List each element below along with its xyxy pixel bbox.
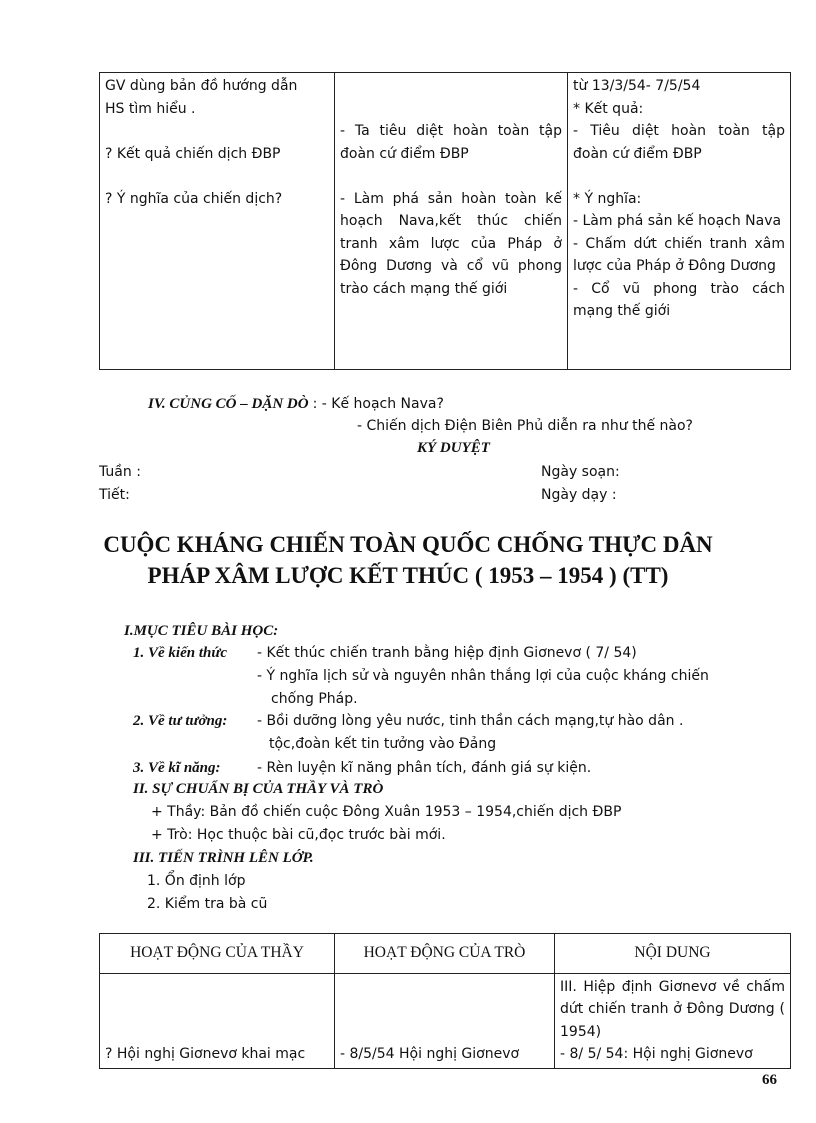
activity-table-2 xyxy=(99,933,791,1069)
process-step-1: 1. Ổn định lớp xyxy=(147,873,246,889)
attitude-label: 2. Về tư tưởng: xyxy=(133,713,228,729)
lesson-title-line-1: CUỘC KHÁNG CHIẾN TOÀN QUỐC CHỐNG THỰC DÂN xyxy=(103,532,713,557)
knowledge-label: 1. Về kiến thức xyxy=(133,645,227,661)
student-preparation: + Trò: Học thuộc bài cũ,đọc trước bài mới. xyxy=(151,827,446,843)
knowledge-item-1: - Kết thúc chiến tranh bằng hiệp định Giơnevơ ( 7/ 54) xyxy=(257,645,637,661)
student-activity-cell: - 8/5/54 Hội nghị Giơnevơ xyxy=(335,973,555,1068)
review-question-1: : - Kế hoạch Nava? xyxy=(312,396,444,412)
lesson-title-line-2: PHÁP XÂM LƯỢC KẾT THÚC ( 1953 – 1954 ) (TT) xyxy=(147,563,669,588)
period-label: Tiết: xyxy=(99,487,130,503)
attitude-item-1: - Bồi dưỡng lòng yêu nước, tinh thần cách mạng,tự hào dân . xyxy=(257,713,684,729)
header-teacher-activity: HOẠT ĐỘNG CỦA THẦY xyxy=(100,934,335,974)
teacher-activity-cell: ? Hội nghị Giơnevơ khai mạc xyxy=(100,973,335,1068)
teacher-preparation: + Thầy: Bản đồ chiến cuộc Đông Xuân 1953 – 1954,chiến dịch ĐBP xyxy=(151,804,622,820)
week-label: Tuần : xyxy=(99,464,141,480)
review-line-1 xyxy=(148,395,444,413)
activity-table-1 xyxy=(99,72,791,370)
prepared-date-label: Ngày soạn: xyxy=(541,464,620,480)
skill-label: 3. Về kĩ năng: xyxy=(133,760,221,776)
preparation-heading: II. SỰ CHUẨN BỊ CỦA THẦY VÀ TRÒ xyxy=(133,781,384,797)
process-step-2: 2. Kiểm tra bà cũ xyxy=(147,896,268,912)
skill-item-1: - Rèn luyện kĩ năng phân tích, đánh giá sự kiện. xyxy=(257,760,592,776)
attitude-item-1-cont: tộc,đoàn kết tin tưởng vào Đảng xyxy=(269,736,497,752)
content-cell: III. Hiệp định Giơnevơ về chấm dứt chiến tranh ở Đông Dương ( 1954) - 8/ 5/ 54: Hội nghị Giơnevơ xyxy=(555,973,791,1068)
approval-title: KÝ DUYỆT xyxy=(417,440,490,456)
student-activity-cell: - Ta tiêu diệt hoàn toàn tập đoàn cứ điểm ĐBP - Làm phá sản hoàn toàn kế hoạch Nava,kết thúc chiến tranh xâm lược của Pháp ở Đông Dương và cổ vũ phong trào cách mạng thế giới xyxy=(335,73,568,370)
header-student-activity: HOẠT ĐỘNG CỦA TRÒ xyxy=(335,934,555,974)
objectives-heading: I.MỤC TIÊU BÀI HỌC: xyxy=(124,623,279,639)
knowledge-item-2-cont: chống Pháp. xyxy=(271,691,358,707)
review-heading: IV. CỦNG CỐ – DẶN DÒ xyxy=(148,396,309,412)
page-number: 66 xyxy=(762,1072,777,1088)
process-heading: III. TIẾN TRÌNH LÊN LỚP. xyxy=(133,850,314,866)
taught-date-label: Ngày dạy : xyxy=(541,487,617,503)
knowledge-item-2: - Ý nghĩa lịch sử và nguyên nhân thắng lợi của cuộc kháng chiến xyxy=(257,668,709,684)
teacher-activity-cell: GV dùng bản đồ hướng dẫn HS tìm hiểu . ? Kết quả chiến dịch ĐBP ? Ý nghĩa của chiến dịch? xyxy=(100,73,335,370)
header-content: NỘI DUNG xyxy=(555,934,791,974)
review-question-2: - Chiến dịch Điện Biên Phủ diễn ra như thế nào? xyxy=(357,418,693,434)
content-cell: từ 13/3/54- 7/5/54 * Kết quả: - Tiêu diệt hoàn toàn tập đoàn cứ điểm ĐBP * Ý nghĩa: - Làm phá sản kế hoạch Nava - Chấm dứt chiến tranh xâm lược của Pháp ở Đông Dương - Cổ vũ phong trào cách mạng thế giới xyxy=(568,73,791,370)
